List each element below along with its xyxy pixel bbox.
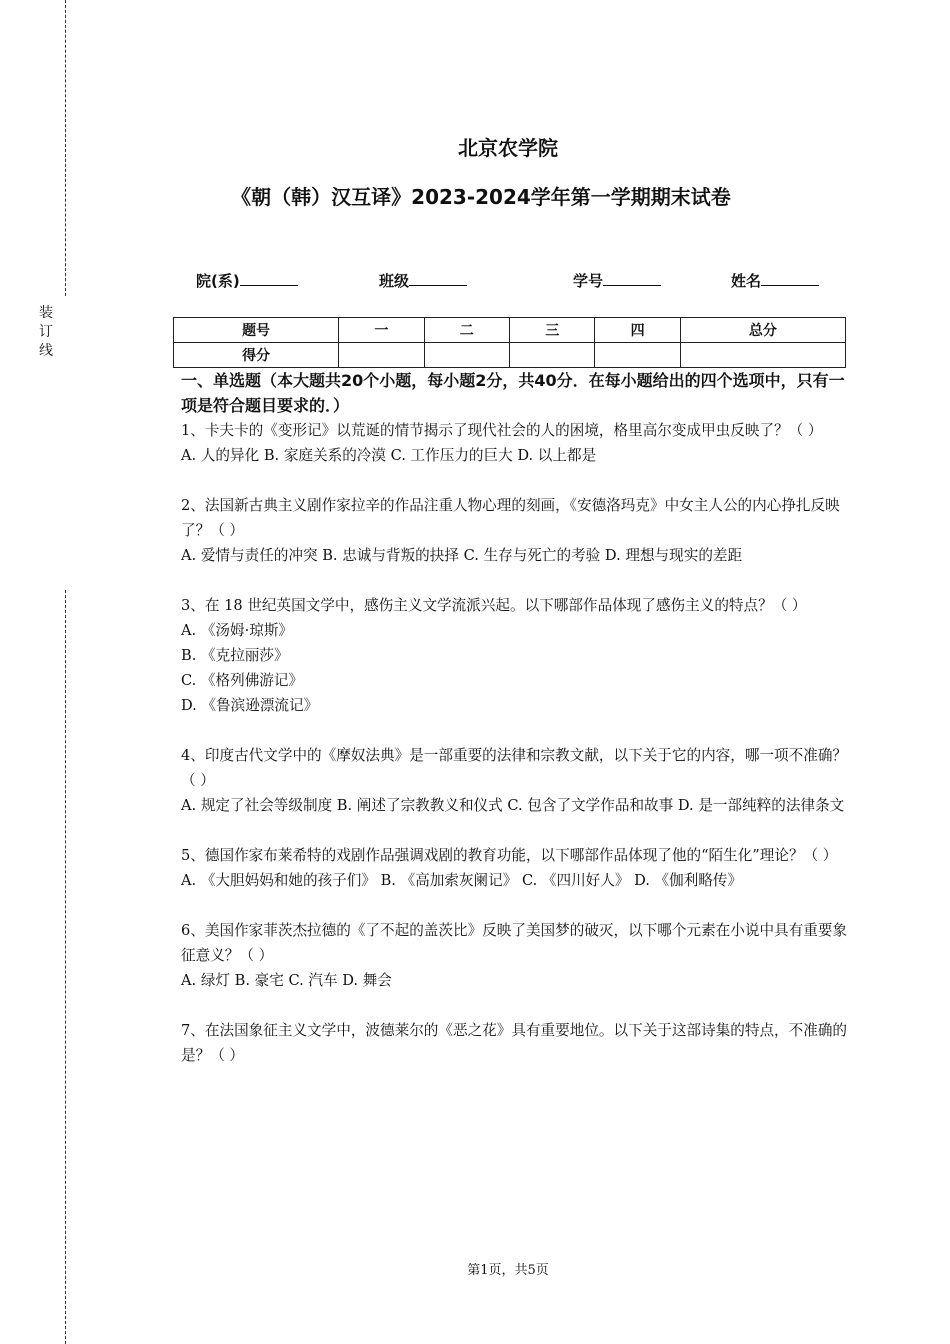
name-blank[interactable] <box>761 271 819 286</box>
question-1 <box>181 418 849 468</box>
score-table-header-row <box>174 318 846 343</box>
question-stem: 7、在法国象征主义文学中，波德莱尔的《恶之花》具有重要地位。以下关于这部诗集的特点，不准确的是？（ ） <box>181 1022 848 1064</box>
page-footer: 第1页，共5页 <box>467 1263 549 1278</box>
score-cell[interactable] <box>339 343 424 368</box>
question-stem: 3、在 18 世纪英国文学中，感伤主义文学流派兴起。以下哪部作品体现了感伤主义的特点？（ ） <box>181 597 807 614</box>
score-header-cell: 三 <box>509 318 594 343</box>
score-cell[interactable] <box>509 343 594 368</box>
score-row-label: 得分 <box>174 343 339 368</box>
option-c: C. 《格列佛游记》 <box>181 672 304 689</box>
score-cell[interactable] <box>424 343 509 368</box>
question-3 <box>181 593 849 718</box>
question-options: A. 绿灯 B. 豪宅 C. 汽车 D. 舞会 <box>181 972 392 989</box>
question-stem: 4、印度古代文学中的《摩奴法典》是一部重要的法律和宗教文献，以下关于它的内容，哪一项不准确？（ ） <box>181 747 848 789</box>
score-header-cell: 一 <box>339 318 424 343</box>
binding-line-bottom <box>65 590 66 1344</box>
score-table-score-row <box>174 343 846 368</box>
question-stem: 1、卡夫卡的《变形记》以荒诞的情节揭示了现代社会的人的困境，格里高尔变成甲虫反映了？（ ） <box>181 422 823 439</box>
score-header-cell: 题号 <box>174 318 339 343</box>
question-options: A. 人的异化 B. 家庭关系的冷漠 C. 工作压力的巨大 D. 以上都是 <box>181 447 597 464</box>
option-a: A. 《汤姆·琼斯》 <box>181 622 294 639</box>
score-cell[interactable] <box>595 343 680 368</box>
class-blank[interactable] <box>409 271 467 286</box>
question-6 <box>181 918 849 993</box>
info-field-name: 姓名 <box>731 270 819 291</box>
binding-label: 装订线 <box>39 305 53 359</box>
score-header-cell: 总分 <box>680 318 845 343</box>
info-field-class: 班级 <box>379 270 467 291</box>
question-options: A. 爱情与责任的冲突 B. 忠诚与背叛的抉择 C. 生存与死亡的考验 D. 理想与现实的差距 <box>181 547 743 564</box>
question-7 <box>181 1018 849 1068</box>
info-field-student-id: 学号 <box>573 270 661 291</box>
question-stem: 2、法国新古典主义剧作家拉辛的作品注重人物心理的刻画，《安德洛玛克》中女主人公的内心挣扎反映了？（ ） <box>181 497 840 539</box>
question-4 <box>181 743 849 818</box>
score-table <box>173 317 846 368</box>
option-d: D. 《鲁滨逊漂流记》 <box>181 697 319 714</box>
question-options: A. 《大胆妈妈和她的孩子们》 B. 《高加索灰阑记》 C. 《四川好人》 D. 《伽利略传》 <box>181 872 743 889</box>
school-name: 北京农学院 <box>458 136 558 160</box>
department-blank[interactable] <box>240 271 298 286</box>
question-stem: 5、德国作家布莱希特的戏剧作品强调戏剧的教育功能，以下哪部作品体现了他的“陌生化”理论？（ ） <box>181 847 838 864</box>
student-id-blank[interactable] <box>603 271 661 286</box>
exam-content <box>181 368 849 1068</box>
score-header-cell: 二 <box>424 318 509 343</box>
question-5 <box>181 843 849 893</box>
score-cell[interactable] <box>680 343 845 368</box>
info-field-department: 院(系) <box>196 270 298 291</box>
exam-title: 《朝（韩）汉互译》2023-2024学年第一学期期末试卷 <box>231 185 731 209</box>
question-2 <box>181 493 849 568</box>
section-heading: 一、单选题（本大题共20个小题，每小题2分，共40分．在每小题给出的四个选项中，只有一项是符合题目要求的．） <box>181 371 845 415</box>
question-stem: 6、美国作家菲茨杰拉德的《了不起的盖茨比》反映了美国梦的破灭，以下哪个元素在小说中具有重要象征意义？（ ） <box>181 922 848 964</box>
option-b: B. 《克拉丽莎》 <box>181 647 289 664</box>
question-options: A. 规定了社会等级制度 B. 阐述了宗教教义和仪式 C. 包含了文学作品和故事 D. 是一部纯粹的法律条文 <box>181 797 845 814</box>
score-header-cell: 四 <box>595 318 680 343</box>
